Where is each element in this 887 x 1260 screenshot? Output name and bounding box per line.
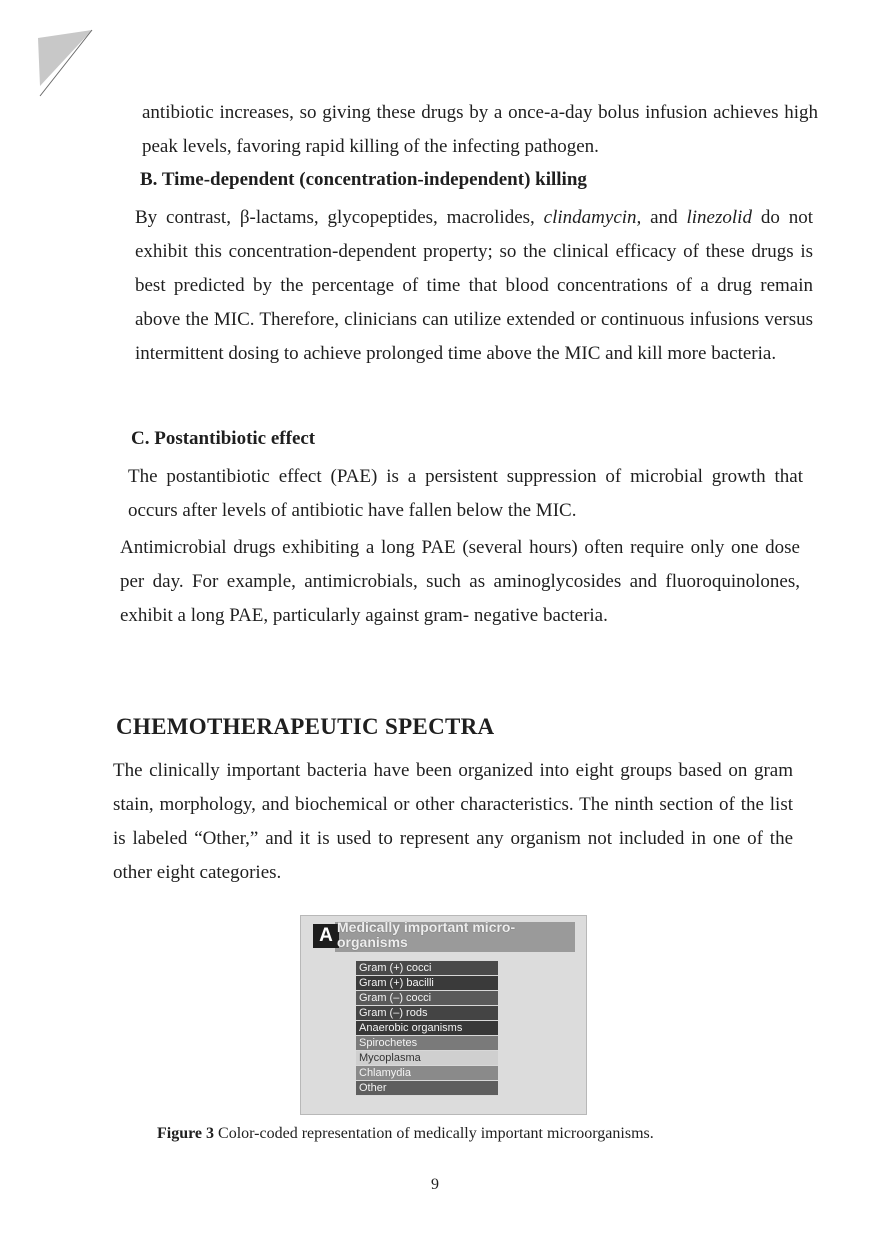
figure-list-item: Gram (–) rods bbox=[356, 1006, 498, 1021]
heading-postantibiotic: C. Postantibiotic effect bbox=[131, 428, 316, 449]
figure-list-item: Other bbox=[356, 1081, 498, 1096]
figure-microorganism-chart bbox=[300, 915, 587, 1115]
figure-list-item: Gram (+) bacilli bbox=[356, 976, 498, 991]
figure-list-item: Chlamydia bbox=[356, 1066, 498, 1081]
figure-list-item: Gram (+) cocci bbox=[356, 961, 498, 976]
page-number: 9 bbox=[431, 1176, 439, 1193]
time-dependent-text-1: By contrast, β-lactams, glycopeptides, macrolides, bbox=[135, 207, 544, 228]
figure-list-item: Spirochetes bbox=[356, 1036, 498, 1051]
time-dependent-text-3: do not exhibit this concentration-dependent property; so the clinical efficacy of these drugs is best predicted by the percentage of time that blood concentrations of a drug remain above the MIC. Therefore, clinicians can utilize extended or continuous infusions versus intermittent dosing to achieve prolonged time above the MIC and kill more bacteria. bbox=[135, 207, 814, 364]
pae-examples-paragraph: Antimicrobial drugs exhibiting a long PAE (several hours) often require only one dose per day. For example, antimicrobials, such as aminoglycosides and fluoroquinolones, exhibit a long PAE, particularly against gram- negative bacteria. bbox=[120, 537, 800, 626]
figure-header: Medically important micro-organisms bbox=[337, 919, 516, 950]
figure-caption-text: Color-coded representation of medically important microorganisms. bbox=[214, 1125, 654, 1142]
chemo-paragraph: The clinically important bacteria have been organized into eight groups based on gram stain, morphology, and biochemical or other characteristics. The ninth section of the list is labeled “Other,” and it is used to represent any organism not included in one of the other eight categories. bbox=[113, 760, 793, 883]
time-dependent-paragraph bbox=[135, 201, 813, 371]
heading-chemotherapeutic-spectra: CHEMOTHERAPEUTIC SPECTRA bbox=[116, 714, 495, 739]
drug-clindamycin: clindamycin, bbox=[543, 207, 642, 228]
figure-caption-label: Figure 3 bbox=[157, 1125, 215, 1142]
figure-list-item: Mycoplasma bbox=[356, 1051, 498, 1066]
figure-organism-list bbox=[356, 961, 498, 1096]
figure-badge: A bbox=[313, 924, 339, 948]
figure-caption bbox=[157, 1125, 654, 1143]
time-dependent-text-2: and bbox=[641, 207, 687, 228]
drug-linezolid: linezolid bbox=[686, 207, 752, 228]
figure-list-item: Gram (–) cocci bbox=[356, 991, 498, 1006]
pae-definition-paragraph: The postantibiotic effect (PAE) is a persistent suppression of microbial growth that occurs after levels of antibiotic have fallen below the MIC. bbox=[128, 466, 803, 521]
heading-time-dependent: B. Time-dependent (concentration-independent) killing bbox=[140, 169, 587, 190]
figure-list-item: Anaerobic organisms bbox=[356, 1021, 498, 1036]
intro-paragraph: antibiotic increases, so giving these drugs by a once-a-day bolus infusion achieves high peak levels, favoring rapid killing of the infecting pathogen. bbox=[142, 102, 818, 157]
